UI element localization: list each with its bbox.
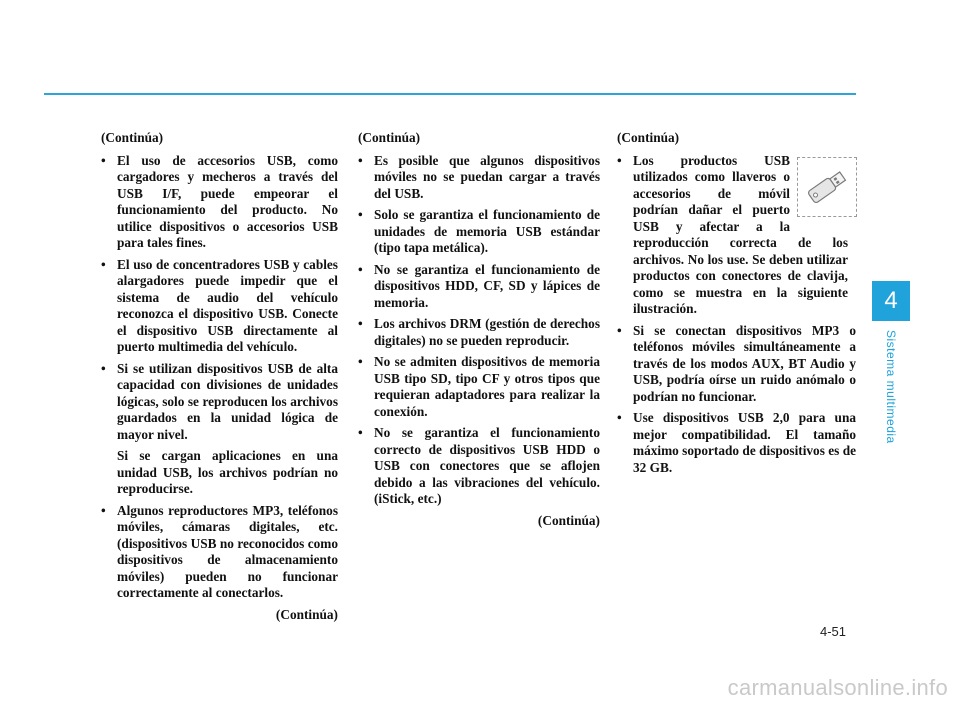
list-item: • No se garantiza el funcionamiento de dispositivos HDD, CF, SD y lápices de memoria. bbox=[358, 261, 600, 310]
list-item: • No se admiten dispositivos de memoria USB tipo SD, tipo CF y otros tipos que requieran adaptadores para realizar la conexión. bbox=[358, 354, 600, 419]
continued-footer: (Continúa) bbox=[537, 512, 600, 528]
list-item: • Solo se garantiza el funcionamiento de unidades de memoria USB estándar (tipo tapa metálica). bbox=[358, 207, 600, 255]
usb-item-text: Los productos USB utilizados como llaveros o accesorios de móvil podrían dañar el puerto USB y afectar a la reproducción correcta de los archivos. No los use. Se deben utilizar productos con conectores de clavija, como se muestra en la siguiente ilustración. bbox=[633, 152, 848, 316]
bullet-icon: • bbox=[101, 360, 106, 376]
bullet-icon: • bbox=[617, 322, 622, 338]
bullet-icon: • bbox=[101, 502, 106, 518]
bullet-list bbox=[101, 503, 338, 602]
chapter-number-tab: 4 bbox=[872, 281, 910, 321]
bullet-icon: • bbox=[358, 261, 363, 277]
bullet-icon: • bbox=[617, 152, 622, 168]
list-item: • El uso de accesorios USB, como cargadores y mecheros a través del USB I/F, puede empeorar el funcionamiento del producto. No utilice dispositivos o accesorios USB para tales fines. bbox=[101, 152, 338, 250]
chapter-label bbox=[872, 330, 910, 470]
sub-paragraph: Si se cargan aplicaciones en una unidad USB, los archivos podrían no reproducirse. bbox=[117, 448, 338, 496]
list-item: • Los archivos DRM (gestión de derechos digitales) no se pueden reproducir. bbox=[358, 316, 600, 348]
usb-drive-icon bbox=[802, 162, 852, 212]
list-item: • Es posible que algunos dispositivos móviles no se puedan cargar a través del USB. bbox=[358, 152, 600, 201]
top-rule bbox=[44, 93, 856, 95]
bullet-icon: • bbox=[358, 207, 363, 222]
chapter-label-text: Sistema multimedia bbox=[884, 330, 898, 444]
column-2 bbox=[358, 130, 600, 529]
continued-heading: (Continúa) bbox=[358, 130, 421, 145]
continued-heading: (Continúa) bbox=[101, 130, 164, 145]
bullet-icon: • bbox=[358, 354, 363, 369]
bullet-icon: • bbox=[358, 152, 363, 168]
column-1 bbox=[101, 130, 338, 623]
bullet-icon: • bbox=[358, 425, 363, 440]
watermark: carmanualsonline.info bbox=[727, 675, 948, 700]
list-item: • Si se conectan dispositivos MP3 o teléfonos móviles simultáneamente a través de los modos AUX, BT Audio y USB, podría oírse un ruido anómalo o podrían no funcionar. bbox=[617, 322, 856, 404]
list-item: • Si se utilizan dispositivos USB de alta capacidad con divisiones de unidades lógicas, solo se reproducen los archivos guardados en la unidad lógica de mayor nivel. bbox=[101, 360, 338, 442]
list-item: • No se garantiza el funcionamiento correcto de dispositivos USB HDD o USB con conectores que se aflojen debido a las vibraciones del vehículo. (iStick, etc.) bbox=[358, 425, 600, 506]
list-item: • El uso de concentradores USB y cables alargadores puede impedir que el sistema de audio del vehículo reconozca el dispositivo USB. Conecte el dispositivo USB directamente al puerto multimedia del vehículo. bbox=[101, 256, 338, 354]
bullet-icon: • bbox=[617, 410, 622, 425]
bullet-icon: • bbox=[101, 256, 106, 272]
usb-drive-icon bbox=[797, 157, 857, 217]
bullet-list bbox=[101, 153, 338, 444]
continued-footer: (Continúa) bbox=[275, 606, 338, 622]
continued-heading: (Continúa) bbox=[617, 130, 680, 145]
list-item: • Use dispositivos USB 2,0 para una mejor compatibilidad. El tamaño máximo soportado de dispositivos es de 32 GB. bbox=[617, 410, 856, 475]
bullet-list bbox=[358, 153, 600, 508]
bullet-icon: • bbox=[358, 316, 363, 331]
list-item: • Algunos reproductores MP3, teléfonos móviles, cámaras digitales, etc. (dispositivos USB no reconocidos como dispositivos de almacenamiento móviles) pueden no funcionar correctamente al conectarlos. bbox=[101, 502, 338, 600]
page-number: 4-51 bbox=[820, 624, 847, 639]
bullet-icon: • bbox=[101, 152, 106, 168]
